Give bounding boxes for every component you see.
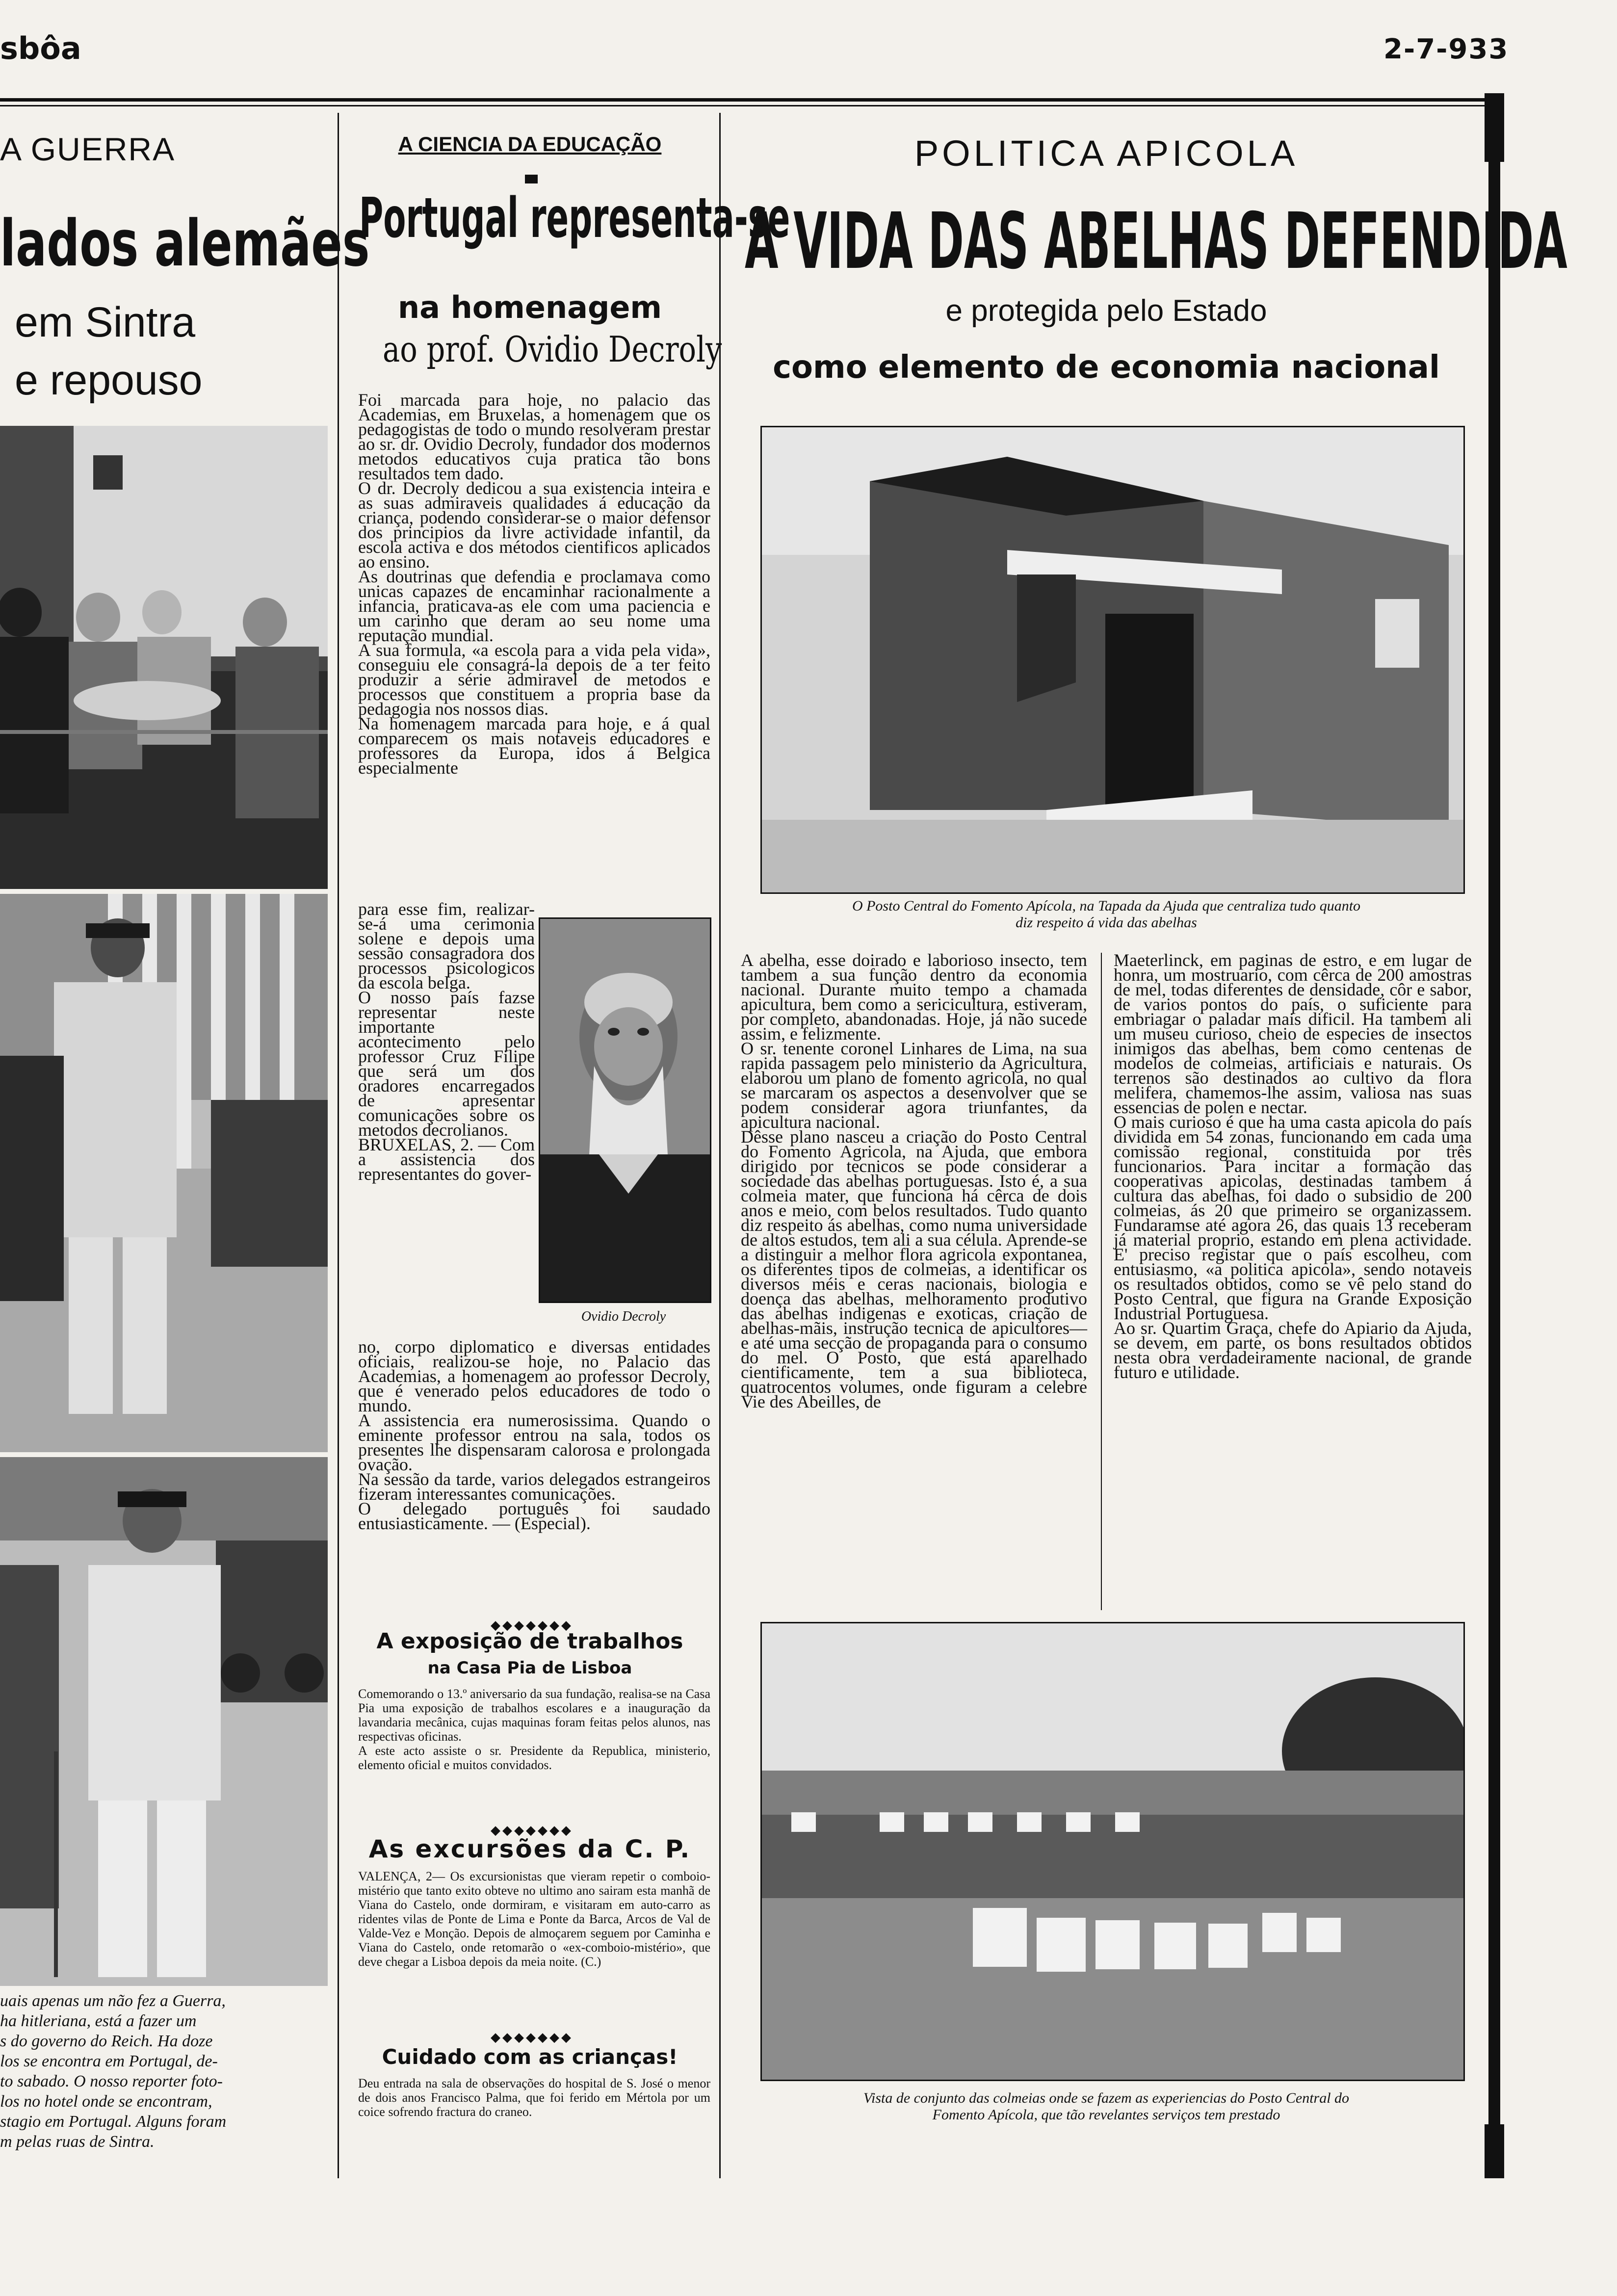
middle-kicker: A CIENCIA DA EDUCAÇÃO xyxy=(398,132,662,156)
middle-portrait-decroly xyxy=(539,917,711,1303)
left-photo-1 xyxy=(0,426,328,889)
middle-article-body-narrow: para esse fim, realizar-se-á uma cerimonia solene e depois uma sessão consagradora dos processos psicologicos da escola belga. O nosso país fazse representar neste importante acontecimento pelo professor Cruz Filipe que será um dos oradores encarregados de apresentar comunicações sobre os metodos decrolianos. BRUXELAS, 2. — Com a assistencia dos representantes do gover- xyxy=(358,899,535,1184)
middle-subhead-1: na homenagem xyxy=(398,289,662,325)
left-kicker: A GUERRA xyxy=(0,131,176,167)
masthead-rule-top xyxy=(0,98,1501,102)
right-photo-apiary xyxy=(760,1622,1465,2081)
right-photo-1-caption: O Posto Central do Fomento Apícola, na Tapada da Ajuda que centraliza tudo quanto diz respeito á vida das abelhas xyxy=(852,898,1361,931)
right-article-col-2: Maeterlinck, em paginas de estro, e em lugar de honra, um mostruario, com cêrca de 200 amostras de mel, todas diferentes de densidade, côr e sabor, de varios pontos do país, o suficiente para embriagar o paladar mais dificil. Ha tambem ali um museu curioso, cheio de especies de insectos inimigos das abelhas, bem como centenas de modelos de colmeias, artificiais e naturais. Os terrenos são destinados ao cultivo da flora melifera, chamemos-lhe assim, valiosa nas suas essencias de polen e nectar. O mais curioso é que ha uma casta apicola do país dividida em 54 zonas, funcionando em cada uma comissão regional, constituida por três funcionarios. Para incitar a formação das cooperativas apicolas, destinadas tambem á cultura das abelhas, foi dado o subsidio de 200 colmeias, ás 20 que primeiro se organizassem. Fundaramse até agora 26, das quais 13 receberam já material proprio, estando em plena actividade. E' preciso registar que o país escolheu, com entusiasmo, «a politica apicola», sendo notaveis os resultados obtidos, como se vê pelo stand do Posto Central, que figura na Grande Exposição Industrial Portuguesa. Ao sr. Quartim Graça, chefe do Apiario da Ajuda, se devem, em parte, os bons resultados obtidos nesta obra verdadeiramente nacional, de grande futuro e utilidade. xyxy=(1114,950,1472,1382)
right-column-separator xyxy=(1101,953,1102,1610)
middle-subhead-2: ao prof. Ovidio Decroly xyxy=(383,329,722,370)
left-photo-caption: uais apenas um não fez a Guerra, ha hitleriana, está a fazer um s do governo do Reich. Ha doze los se encontra em Portugal, de- to sabado. O nosso reporter foto- los no hotel onde se encontram, stagio em Portugal. Alguns foram m pelas ruas de Sintra. xyxy=(0,1992,227,2151)
middle-article-body-bottom: no, corpo diplomatico e diversas entidades oficiais, realizou-se hoje, no Palacio das Academias, a homenagem ao professor Decroly, que é venerado pelos educadores de todo o mundo. A assistencia era numerosissima. Quando o eminente professor entrou na sala, todos os presentes lhe dispensaram calorosa e prolongada ovação. Na sessão da tarde, varios delegados estrangeiros fizeram interessantes comunicações. O delegado português foi saudado entusiasticamente. — (Especial). xyxy=(358,1337,710,1533)
column-separator-mid xyxy=(719,113,721,2178)
expo-subhead: na Casa Pia de Lisboa xyxy=(427,1658,632,1678)
page-edge-block-bottom xyxy=(1485,2124,1504,2178)
page-edge-block-top xyxy=(1485,93,1504,162)
right-kicker: POLITICA APICOLA xyxy=(914,133,1299,174)
right-article-col-1: A abelha, esse doirado e laborioso insecto, tem tambem a sua função dentro da economia nacional. Durante muito tempo a chamada apicultura, bem como a sericicultura, estiveram, por completo, abandonadas. Hoje, já não sucede assim, e felizmente. O sr. tenente coronel Linhares de Lima, na sua rapida passagem pelo ministerio da Agricultura, elaborou um plano de fomento agricola, no qual se marcaram os aspectos a desenvolver que se podem considerar agora triunfantes, da apicultura nacional. Dêsse plano nasceu a criação do Posto Central do Fomento Agricola, na Ajuda, que embora dirigido por tecnicos se pode considerar a sociedade das abelhas portuguesas. Isto é, a sua colmeia mater, que funciona há cêrca de dois anos e meio, com belos resultados. Tudo quanto diz respeito ás abelhas, como numa universidade de altos estudos, tem ali a sua célula. Aprende-se a distinguir a melhor flora agricola expontanea, os diferentes tipos de colmeias, a identificar os diversos méis e ceras nacionais, biologia e doença das abelhas, melhoramento produtivo das abelhas indigenas e exoticas, criação de abelhas-mãis, instrução tecnica de apicultores—e até uma secção de propaganda para o consumo do mel. O Posto, que está aparelhado cientificamente, tem a sua biblioteca, quatrocentos volumes, onde figuram a celebre Vie des Abeilles, de xyxy=(741,950,1087,1411)
masthead-date: 2-7-933 xyxy=(1383,33,1509,65)
left-subhead-2: e repouso xyxy=(15,357,203,404)
column-separator-left xyxy=(338,113,339,2178)
kids-headline: Cuidado com as crianças! xyxy=(382,2045,678,2069)
right-photo-2-caption: Vista de conjunto das colmeias onde se fazem as experiencias do Posto Central do Fomento Apícola, que tão revelantes serviços tem prestado xyxy=(863,2090,1350,2123)
left-photo-3 xyxy=(0,1457,328,1986)
middle-kicker-mark xyxy=(525,175,538,183)
masthead-paper-name: sbôa xyxy=(0,30,81,66)
left-photo-2 xyxy=(0,894,328,1452)
page-edge-strip xyxy=(1488,96,1500,2176)
middle-headline: Portugal representa-se xyxy=(359,186,790,250)
expo-headline: A exposição de trabalhos xyxy=(376,1629,683,1654)
cp-headline: As excursões da C. P. xyxy=(368,1835,691,1863)
divider-dots-3: ◆◆◆◆◆◆◆ xyxy=(491,2030,573,2045)
divider-dots-2: ◆◆◆◆◆◆◆ xyxy=(491,1823,573,1838)
kids-body: Deu entrada na sala de observações do hospital de S. José o menor de dois anos Francisco Palma, que foi ferido em Mértola por um coice sofrendo fractura do craneo. xyxy=(358,2076,710,2119)
cp-body: VALENÇA, 2— Os excursionistas que vieram repetir o comboio-mistério que tanto exito obteve no ultimo ano sairam esta manhã de Viana do Castelo, onde dormiram, e visitaram em auto-carro as ridentes vilas de Ponte de Lima e Ponte da Barca, Arcos de Val de Valde-Vez e Monção. Depois de almoçarem seguem por Caminha e Viana do Castelo, onde retomarão o «ex-comboio-mistério», que deve chegar a Lisboa depois da meia noite. (C.) xyxy=(358,1869,710,1969)
right-headline: A VIDA DAS ABELHAS DEFENDIDA xyxy=(745,196,1567,287)
masthead-rule-bottom xyxy=(0,105,1501,106)
middle-article-body-top: Foi marcada para hoje, no palacio das Academias, em Bruxelas, a homenagem que os pedagogistas de todo o mundo resolveram prestar ao sr. dr. Ovidio Decroly, fundador dos modernos metodos educativos cuja pratica tão bons resultados tem dado. O dr. Decroly dedicou a sua existencia inteira e as suas admiraveis qualidades á educação da criança, podendo considerar-se o maior defensor dos principios da livre actividade infantil, da escola activa e dos métodos cientificos aplicados ao ensino. As doutrinas que defendia e proclamava como unicas capazes de encaminhar racionalmente a infancia, praticava-as ele com uma paciencia e um carinho que deram ao seu nome uma reputação mundial. A sua formula, «a escola para a vida pela vida», conseguiu ele consagrá-la depois de a ter feito produzir a série admiravel de metodos e processos que constituem a propria base da pedagogia nos nossos dias. Na homenagem marcada para hoje, e á qual comparecem os mais notaveis educadores e professores da Europa, idos á Belgica especialmente xyxy=(358,390,710,778)
middle-portrait-caption: Ovidio Decroly xyxy=(581,1309,666,1324)
right-photo-posto-central xyxy=(760,426,1465,894)
left-headline: lados alemães xyxy=(0,206,370,281)
right-subhead-1: e protegida pelo Estado xyxy=(945,294,1267,328)
divider-dots-1: ◆◆◆◆◆◆◆ xyxy=(491,1618,573,1633)
expo-body: Comemorando o 13.º aniversario da sua fundação, realisa-se na Casa Pia uma exposição de trabalhos escolares e a inauguração da lavandaria mecânica, cujas maquinas foram feitas pelos alunos, nas respectivas oficinas. A este acto assiste o sr. Presidente da Republica, ministerio, elemento oficial e muitos convidados. xyxy=(358,1687,710,1772)
right-subhead-2: como elemento de economia nacional xyxy=(773,349,1440,386)
left-subhead-1: em Sintra xyxy=(15,299,196,346)
